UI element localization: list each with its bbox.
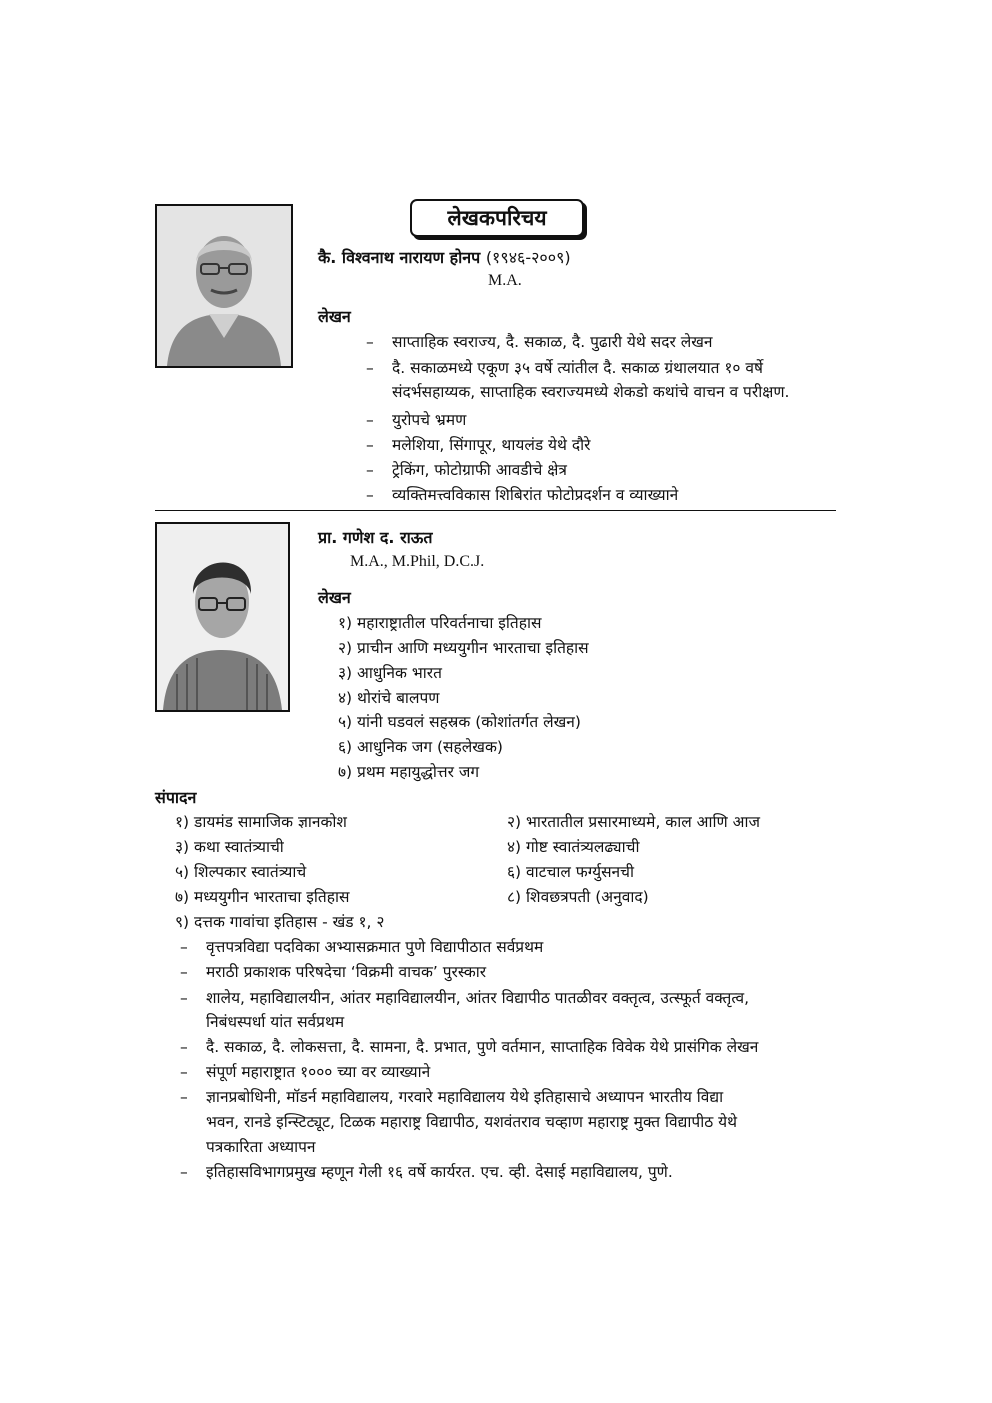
sampadan-heading: संपादन: [155, 788, 197, 807]
author2-work: २) प्राचीन आणि मध्ययुगीन भारताचा इतिहास: [338, 639, 589, 657]
author1-item: – दै. सकाळमध्ये एकूण ३५ वर्षे त्यांतील दै. सकाळ ग्रंथालयात १० वर्षे: [366, 359, 763, 377]
author2-name: प्रा. गणेश द. राऊत: [318, 528, 433, 547]
edited-item: ५) शिल्पकार स्वातंत्र्याचे: [175, 863, 307, 881]
author1-item: – साप्ताहिक स्वराज्य, दै. सकाळ, दै. पुढारी येथे सदर लेखन: [366, 333, 713, 351]
author1-item: – व्यक्तिमत्त्वविकास शिबिरांत फोटोप्रदर्शन व व्याख्याने: [366, 486, 679, 504]
achievement-item: – संपूर्ण महाराष्ट्रात १००० च्या वर व्याख्याने: [180, 1063, 431, 1081]
author1-degree: M.A.: [488, 272, 522, 289]
author1-photo: [155, 204, 293, 368]
achievement-item: – दै. सकाळ, दै. लोकसत्ता, दै. सामना, दै. प्रभात, पुणे वर्तमान, साप्ताहिक विवेक येथे प्रासंगिक लेखन: [180, 1038, 759, 1056]
edited-item: १) डायमंड सामाजिक ज्ञानकोश: [175, 813, 347, 831]
achievement-item: – शालेय, महाविद्यालयीन, आंतर महाविद्यालयीन, आंतर विद्यापीठ पातळीवर वक्तृत्व, उत्स्फूर्त वक्तृत्व,: [180, 989, 750, 1007]
author2-work: ३) आधुनिक भारत: [338, 664, 442, 682]
author1-item: – मलेशिया, सिंगापूर, थायलंड येथे दौरे: [366, 436, 591, 454]
author2-photo: [155, 522, 290, 712]
edited-item: ७) मध्ययुगीन भारताचा इतिहास: [175, 888, 350, 906]
author1-item-cont: संदर्भसहाय्यक, साप्ताहिक स्वराज्यमध्ये शेकडो कथांचे वाचन व परीक्षण.: [392, 383, 790, 401]
author2-degree: M.A., M.Phil, D.C.J.: [350, 553, 485, 570]
edited-item: ९) दत्तक गावांचा इतिहास - खंड १, २: [175, 913, 385, 931]
author2-lekhan-heading: लेखन: [318, 588, 351, 607]
page-title: [410, 199, 584, 237]
page-title-text: लेखकपरिचय: [447, 206, 547, 230]
edited-item: ३) कथा स्वातंत्र्याची: [175, 838, 284, 856]
author1-portrait-icon: [157, 206, 291, 366]
edited-item: ६) वाटचाल फर्ग्युसनची: [507, 863, 635, 881]
edited-item: २) भारतातील प्रसारमाध्यमे, काल आणि आज: [507, 813, 760, 831]
edited-item: ८) शिवछत्रपती (अनुवाद): [507, 888, 649, 906]
achievement-item: – ज्ञानप्रबोधिनी, मॉडर्न महाविद्यालय, गरवारे महाविद्यालय येथे इतिहासाचे अध्यापन भारतीय विद्या: [180, 1088, 724, 1106]
author2-work: ६) आधुनिक जग (सहलेखक): [338, 738, 503, 756]
author1-years: (१९४६-२००९): [485, 248, 571, 267]
author2-work: १) महाराष्ट्रातील परिवर्तनाचा इतिहास: [338, 614, 542, 632]
achievement-item-cont: भवन, रानडे इन्स्टिट्यूट, टिळक महाराष्ट्र विद्यापीठ, यशवंतराव चव्हाण महाराष्ट्र मुक्त विद्यापीठ येथे: [206, 1113, 738, 1131]
author2-portrait-icon: [157, 524, 288, 710]
author2-work: ७) प्रथम महायुद्धोत्तर जग: [338, 763, 480, 781]
author1-item: – युरोपचे भ्रमण: [366, 411, 467, 429]
author1-item: – ट्रेकिंग, फोटोग्राफी आवडीचे क्षेत्र: [366, 461, 567, 479]
achievement-item: – वृत्तपत्रविद्या पदविका अभ्यासक्रमात पुणे विद्यापीठात सर्वप्रथम: [180, 938, 544, 956]
achievement-item: – मराठी प्रकाशक परिषदेचा ‘विक्रमी वाचक’ पुरस्कार: [180, 963, 487, 981]
section-divider: [155, 510, 836, 511]
achievement-item: – इतिहासविभागप्रमुख म्हणून गेली १६ वर्षे कार्यरत. एच. व्ही. देसाई महाविद्यालय, पुणे.: [180, 1163, 673, 1181]
edited-item: ४) गोष्ट स्वातंत्र्यलढ्याची: [507, 838, 640, 856]
author1-lekhan-heading: लेखन: [318, 307, 351, 326]
achievement-item-cont: पत्रकारिता अध्यापन: [206, 1138, 316, 1156]
achievement-item-cont: निबंधस्पर्धा यांत सर्वप्रथम: [206, 1013, 345, 1031]
author2-work: ४) थोरांचे बालपण: [338, 689, 440, 707]
author1-name: कै. विश्वनाथ नारायण होनप: [318, 248, 481, 267]
author1-name-line: [318, 246, 571, 268]
author2-work: ५) यांनी घडवलं सहस्रक (कोशांतर्गत लेखन): [338, 713, 581, 731]
